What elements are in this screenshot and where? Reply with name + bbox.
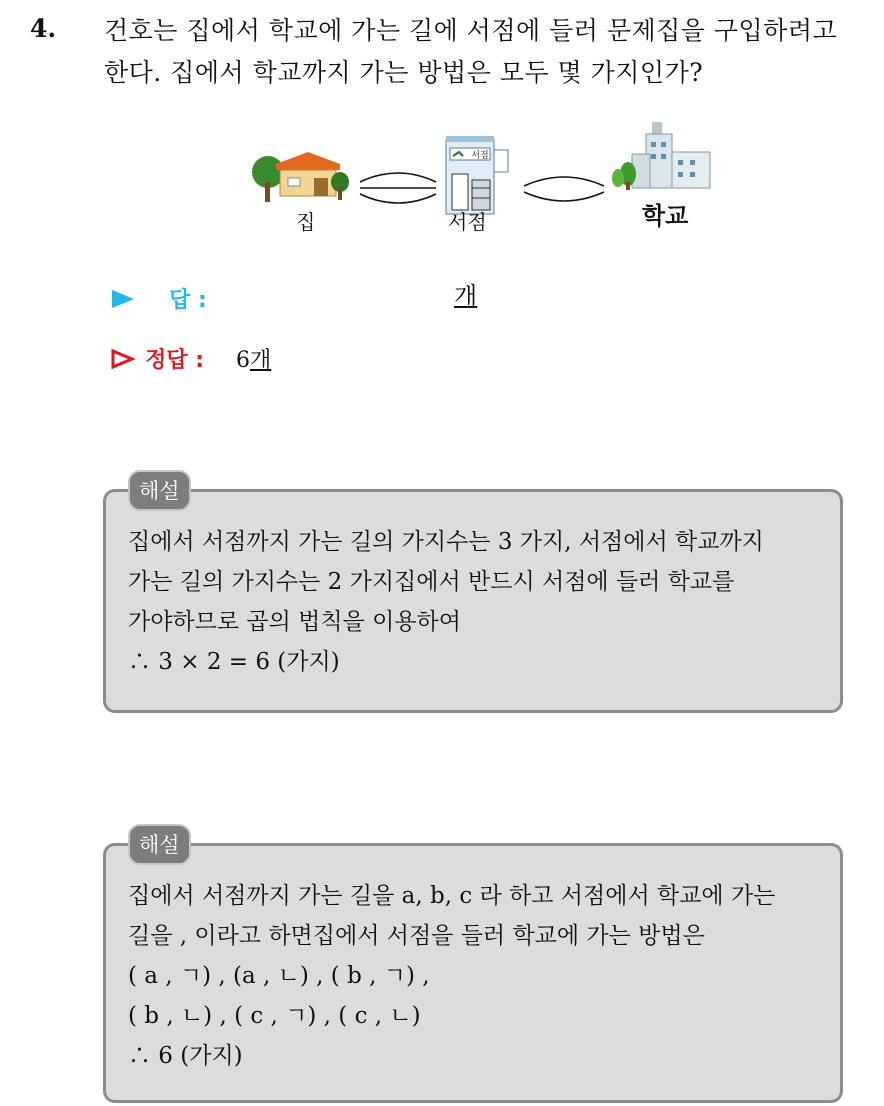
school-icon [612,122,710,190]
explanation-1-line-4: ∴ 3 × 2 = 6 (가지) [128,649,340,675]
explanation-box-2 [103,843,843,1103]
explanation-box-1 [103,489,843,713]
route-figure [248,112,728,242]
correct-number: 6 [236,348,250,373]
question-text [104,10,874,94]
store-to-school-paths [524,177,604,201]
answer-unit: 개 [454,282,478,310]
explanation-1-line-3: 가야하므로 곱의 법칙을 이용하여 [128,609,461,635]
house-icon [252,152,349,202]
correct-value [236,343,271,374]
question-line-1: 건호는 집에서 학교에 가는 길에 서점에 들러 문제집을 구입하려고 [104,16,838,45]
bookstore-icon [446,136,508,214]
explanation-1-line-2: 가는 길의 가지수는 2 가지집에서 반드시 서점에 들러 학교를 [128,569,735,595]
play-arrow-icon [110,288,136,310]
question-line-2: 한다. 집에서 학교까지 가는 방법은 모두 몇 가지인가? [104,58,704,87]
answer-label: 답 : [169,288,207,313]
explanation-1-text [128,522,764,682]
correct-unit: 개 [250,348,272,373]
explanation-2-line-2: 길을 , 이라고 하면집에서 서점을 들러 학교에 가는 방법은 [128,923,705,949]
explanation-2-line-1: 집에서 서점까지 가는 길을 a, b, c 라 하고 서점에서 학교에 가는 [128,883,776,909]
explanation-tag-1: 해설 [128,470,191,511]
outline-arrow-icon [110,348,136,370]
explanation-2-line-5: ∴ 6 (가지) [128,1043,243,1069]
question-number: 4. [30,14,57,43]
explanation-2-text [128,876,775,1076]
school-label: 학교 [642,202,689,230]
correct-label: 정답 : [145,348,205,373]
explanation-tag-2: 해설 [128,824,191,865]
svg-text:서점: 서점 [471,151,489,161]
correct-answer-row [110,343,204,374]
explanation-2-line-3: ( a , ㄱ) , (a , ㄴ) , ( b , ㄱ) , [128,963,430,989]
home-label: 집 [296,210,316,234]
home-to-store-paths [360,173,436,203]
explanation-2-line-4: ( b , ㄴ) , ( c , ㄱ) , ( c , ㄴ) [128,1003,421,1029]
explanation-1-line-1: 집에서 서점까지 가는 길의 가지수는 3 가지, 서점에서 학교까지 [128,529,764,555]
answer-row [110,283,207,314]
bookstore-label: 서점 [448,210,487,234]
